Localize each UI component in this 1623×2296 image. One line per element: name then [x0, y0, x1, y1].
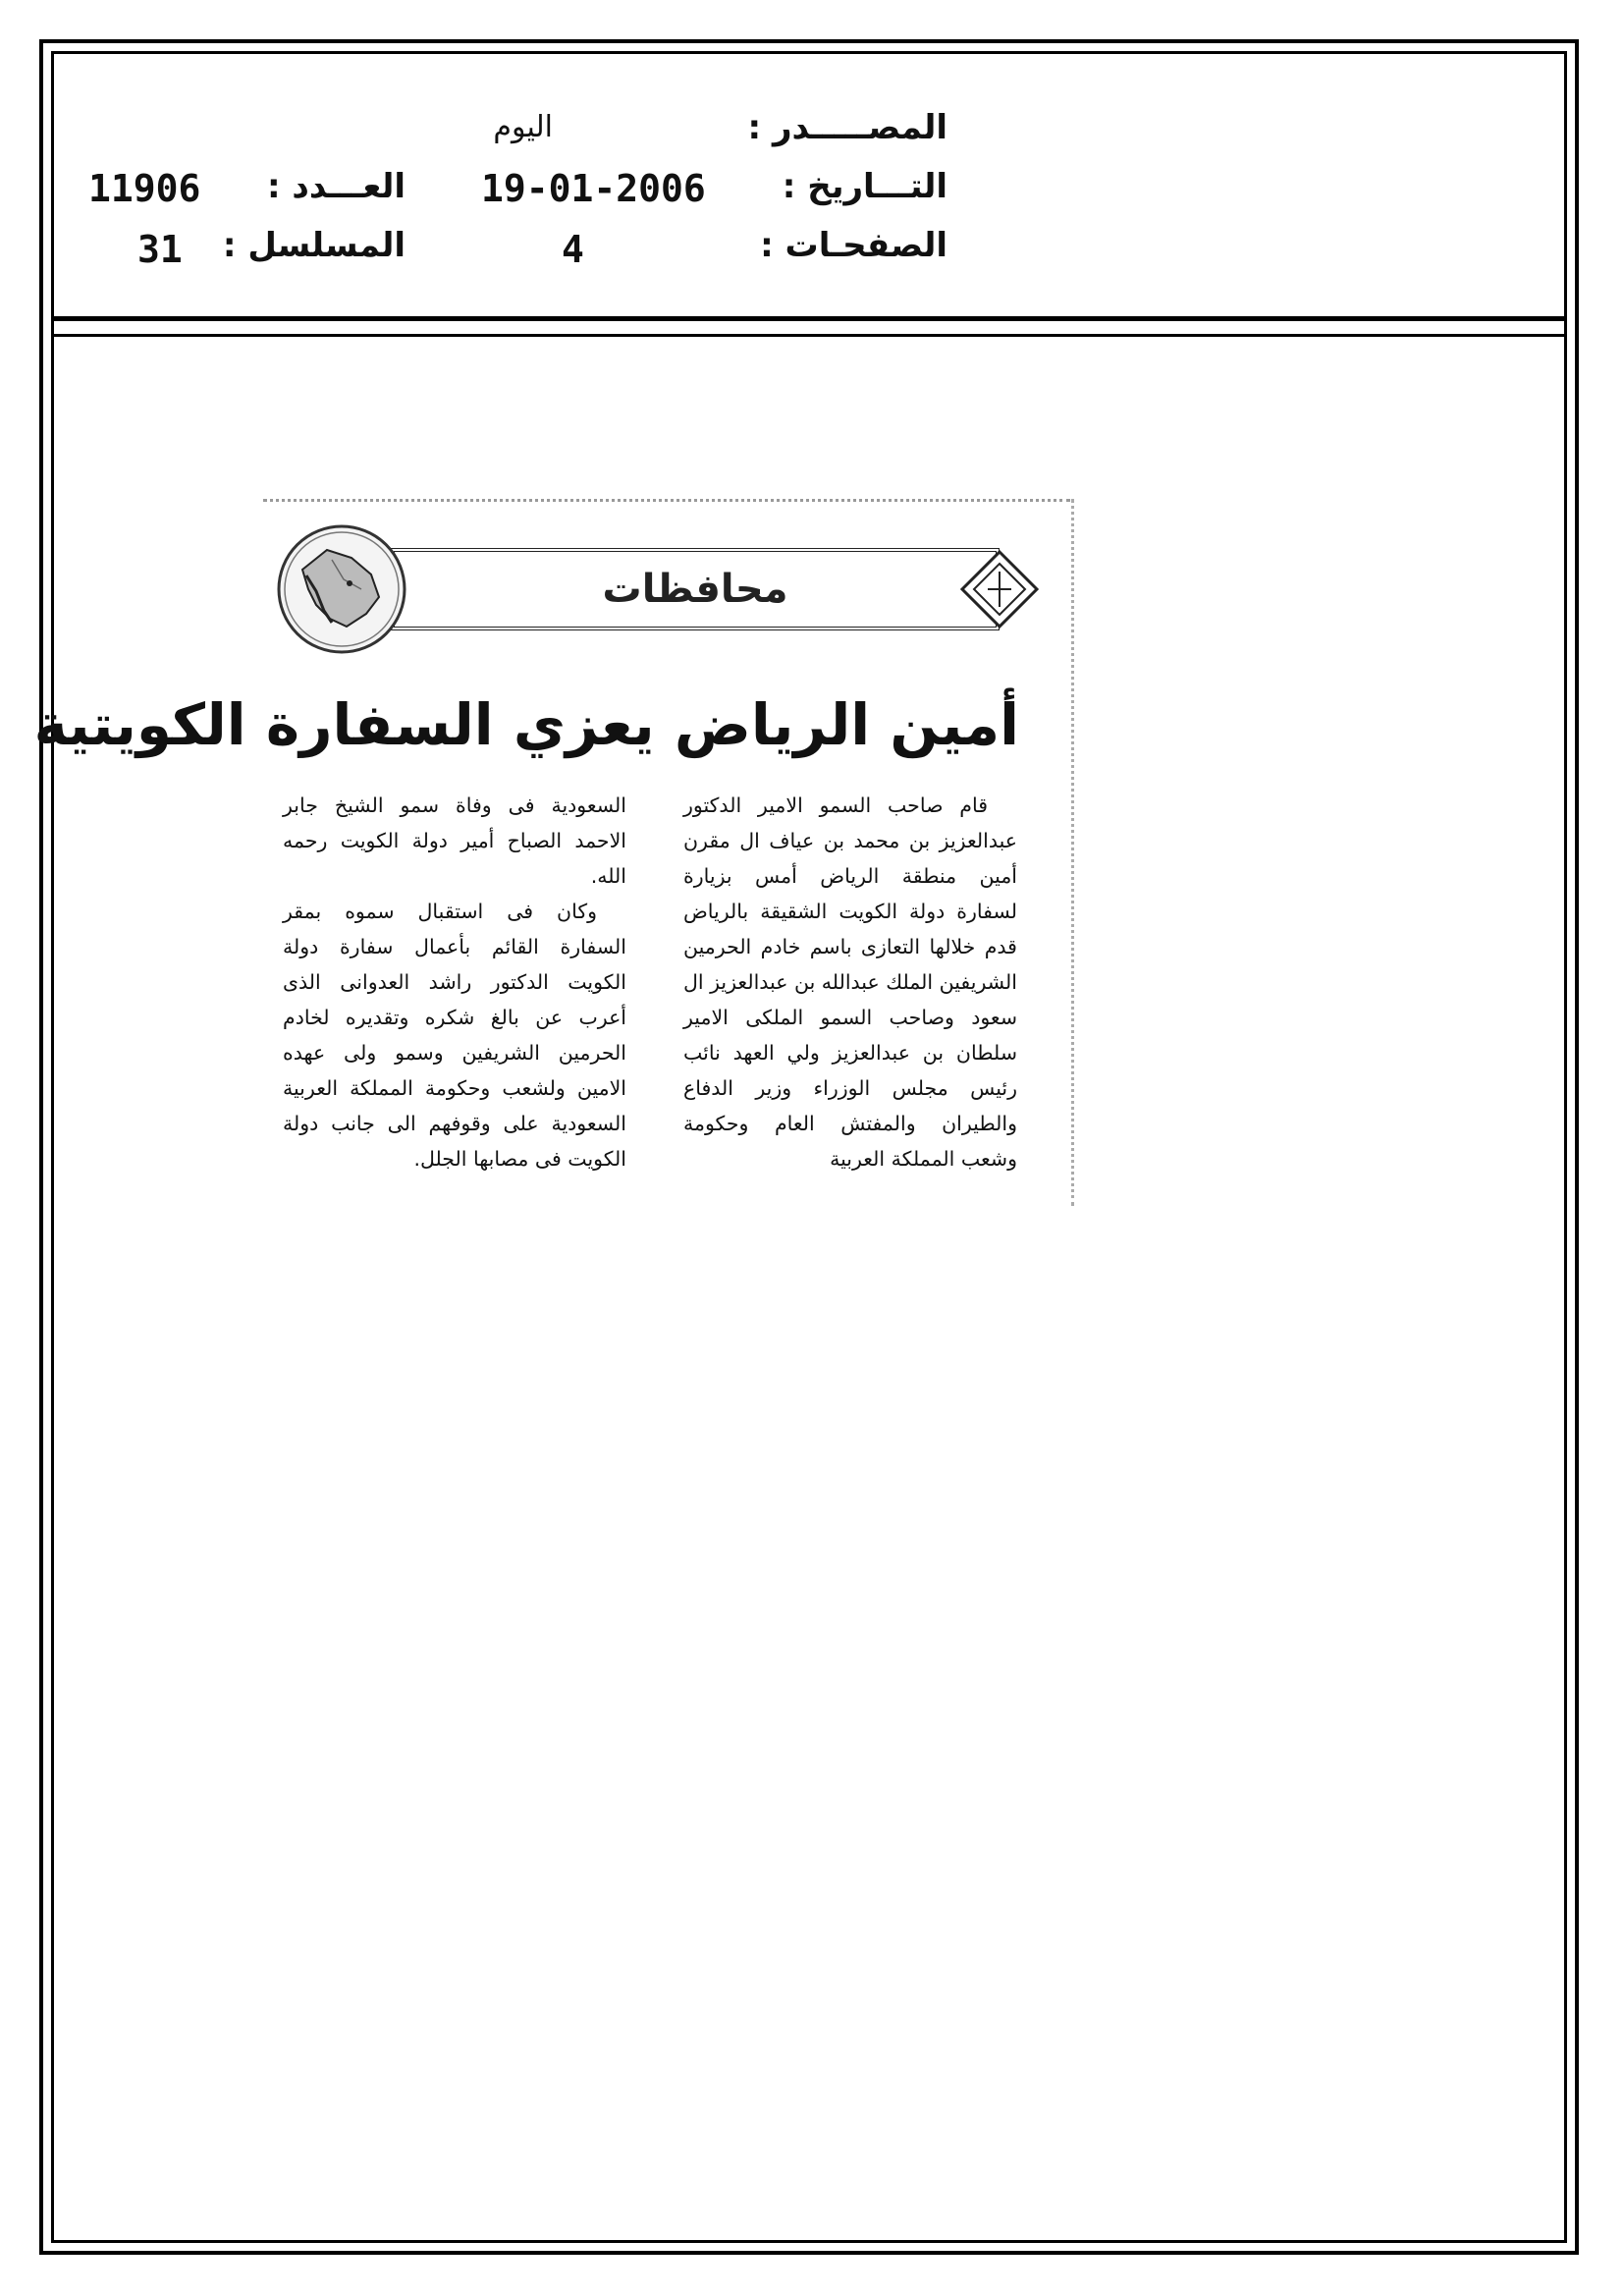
- date-label: التـــاريخ :: [782, 167, 947, 206]
- clipping-edge-top: [263, 499, 1070, 502]
- serial-value: 31: [137, 228, 183, 271]
- pages-label: الصفحـات :: [760, 226, 947, 265]
- clipping-edge-right: [1071, 499, 1074, 1206]
- date-value: 19-01-2006: [481, 167, 706, 210]
- article-column-left: [283, 788, 626, 1176]
- issue-value: 11906: [88, 167, 201, 210]
- diamond-ornament-icon: [960, 550, 1039, 629]
- header-divider: [51, 316, 1567, 321]
- article-column-right: [683, 788, 1017, 1176]
- pages-value: 4: [562, 228, 584, 271]
- article-paragraph: قام صاحب السمو الامير الدكتور عبدالعزيز بن محمد بن عياف ال مقرن أمين منطقة الرياض أمس بزيارة لسفارة دولة الكويت الشقيقة بالرياض قدم خلالها التعازى باسم خادم الحرمين الشريفين الملك عبدالله بن عبدالعزيز ال سعود وصاحب السمو الملكى الامير سلطان بن عبدالعزيز ولي العهد نائب رئيس مجلس الوزراء وزير الدفاع والطيران والمفتش العام وحكومة وشعب المملكة العربية: [683, 793, 1017, 1171]
- source-label: المصـــــدر :: [747, 108, 947, 147]
- article-headline: أمين الرياض يعزي السفارة الكويتية: [33, 691, 1019, 758]
- article-paragraph: السعودية فى وفاة سمو الشيخ جابر الاحمد الصباح أمير دولة الكويت رحمه الله.: [283, 793, 626, 888]
- source-value: اليوم: [493, 110, 553, 144]
- section-label: محافظات: [602, 567, 788, 612]
- newspaper-clipping: [33, 491, 1070, 1208]
- article-paragraph: وكان فى استقبال سموه بمقر السفارة القائم بأعمال سفارة دولة الكويت الدكتور راشد العدوانى الذى أعرب عن بالغ شكره وتقديره لخادم الحرمين الشريفين وسمو ولى عهده الامين ولشعب وحكومة المملكة العربية السعودية على وقوفهم الى جانب دولة الكويت فى مصابها الجلل.: [283, 900, 626, 1171]
- issue-label: العـــدد :: [267, 167, 406, 206]
- section-banner: [263, 520, 1058, 658]
- section-banner-box: [391, 548, 1000, 630]
- header-divider-thin: [51, 334, 1567, 337]
- saudi-map-icon: [273, 520, 410, 658]
- serial-label: المسلسل :: [222, 226, 406, 265]
